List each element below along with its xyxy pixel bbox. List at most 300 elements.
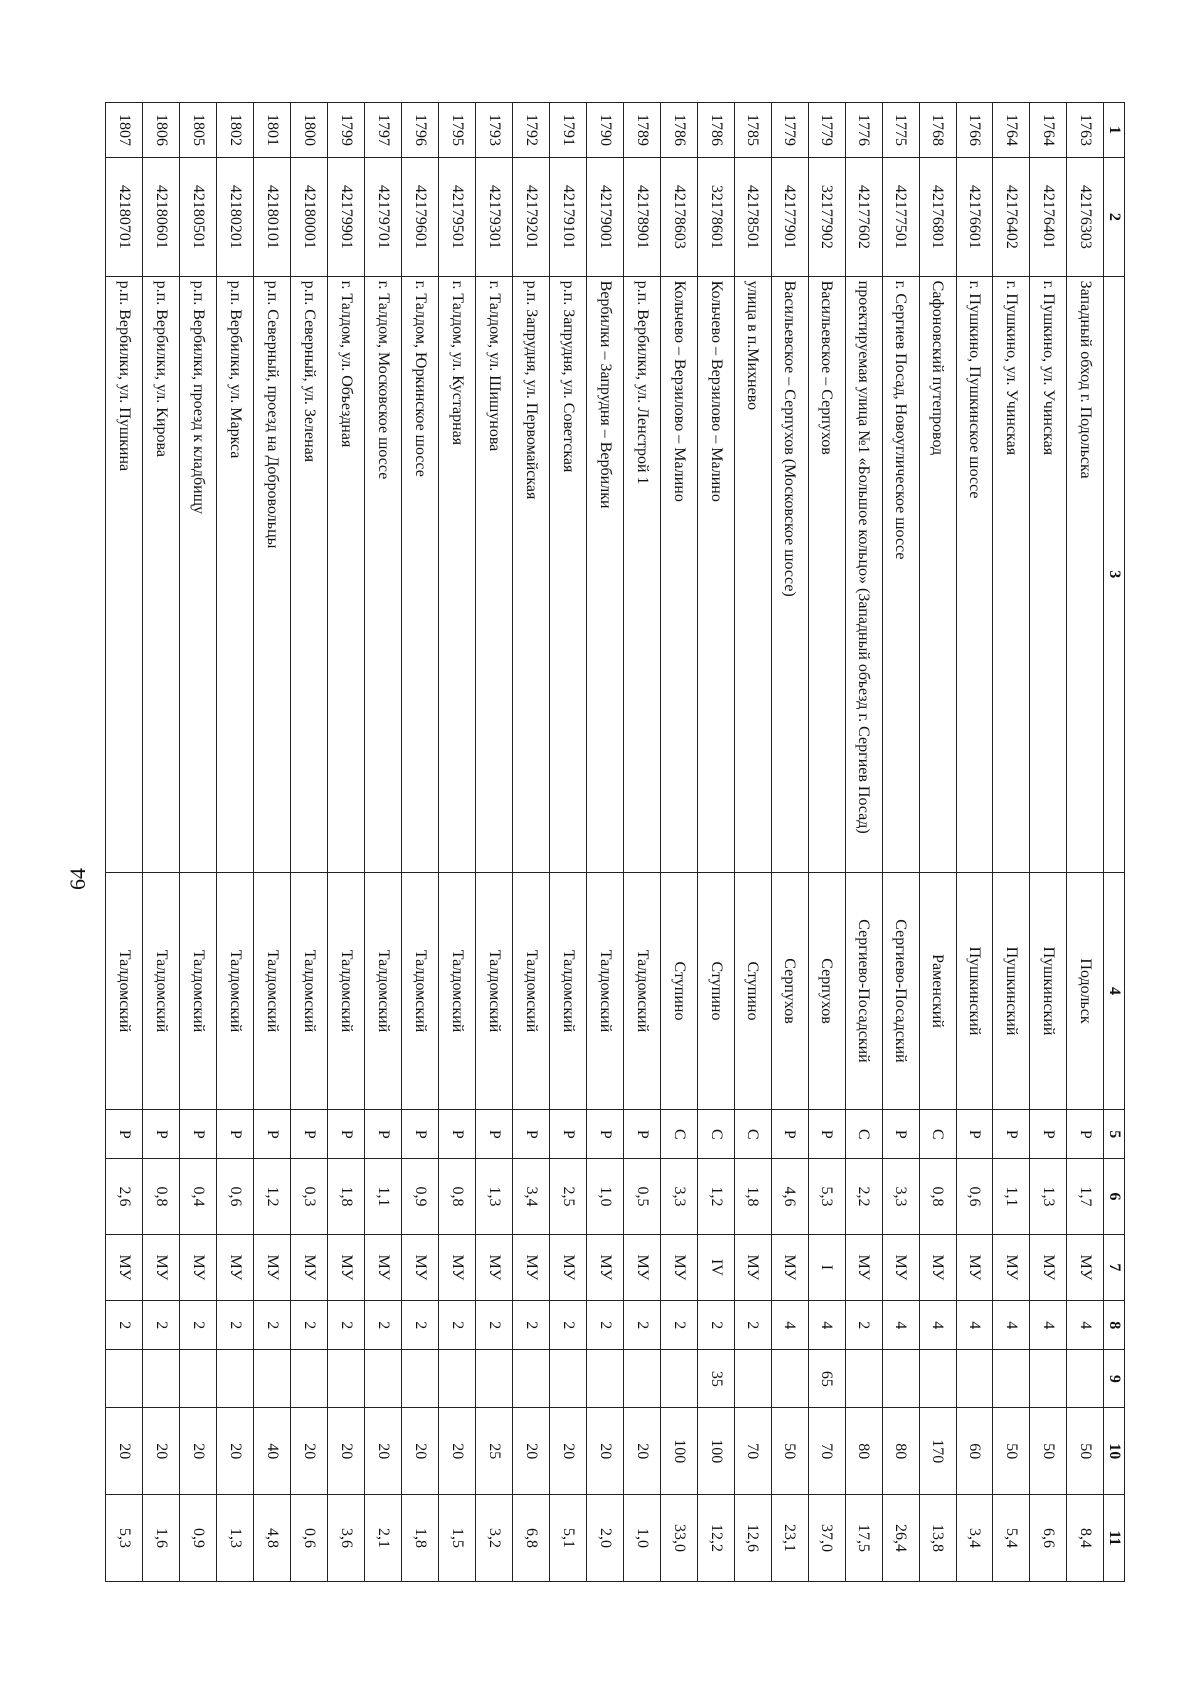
table-cell: Талдомский bbox=[180, 872, 217, 1109]
table-cell: р.п. Вербилки, ул. Маркса bbox=[217, 276, 254, 872]
table-cell: МУ bbox=[586, 1234, 623, 1301]
table-cell: р.п. Запрудня, ул. Советская bbox=[549, 276, 586, 872]
table-cell: 2 bbox=[106, 1301, 143, 1350]
table-cell: 50 bbox=[771, 1408, 808, 1495]
table-cell: Р bbox=[217, 1110, 254, 1159]
table-cell: Пушкинский bbox=[956, 872, 993, 1109]
table-cell bbox=[882, 1350, 919, 1408]
table-cell: Кольчево – Верзилово – Малино bbox=[697, 276, 734, 872]
table-cell bbox=[549, 1350, 586, 1408]
table-cell: 2 bbox=[328, 1301, 365, 1350]
table-cell: 50 bbox=[1030, 1408, 1067, 1495]
table-cell: р.п. Северный, ул. Зеленая bbox=[291, 276, 328, 872]
table-cell: МУ bbox=[919, 1234, 956, 1301]
table-cell: 42177501 bbox=[882, 157, 919, 276]
table-cell: Р bbox=[882, 1110, 919, 1159]
table-cell: Р bbox=[1030, 1110, 1067, 1159]
table-cell: 42179201 bbox=[512, 157, 549, 276]
table-cell: 1,0 bbox=[623, 1495, 660, 1582]
table-cell: Подольск bbox=[1067, 872, 1104, 1109]
table-cell: МУ bbox=[623, 1234, 660, 1301]
table-cell: 20 bbox=[623, 1408, 660, 1495]
table-cell bbox=[475, 1350, 512, 1408]
table-cell: Талдомский bbox=[254, 872, 291, 1109]
table-cell: Вербилки – Запрудня – Вербилки bbox=[586, 276, 623, 872]
table-cell: 1786 bbox=[660, 103, 697, 158]
table-cell: 42180601 bbox=[143, 157, 180, 276]
table-cell: 4 bbox=[808, 1301, 845, 1350]
table-cell: 1,3 bbox=[1030, 1159, 1067, 1234]
table-cell: 5,3 bbox=[808, 1159, 845, 1234]
table-cell: 4 bbox=[993, 1301, 1030, 1350]
table-cell bbox=[845, 1350, 882, 1408]
table-cell: МУ bbox=[1067, 1234, 1104, 1301]
table-cell: р.п. Вербилки, ул. Кирова bbox=[143, 276, 180, 872]
table-cell: МУ bbox=[365, 1234, 402, 1301]
table-cell: 42176801 bbox=[919, 157, 956, 276]
page-number: 64 bbox=[65, 868, 90, 890]
table-row bbox=[771, 103, 808, 1582]
table-cell: 2,0 bbox=[586, 1495, 623, 1582]
table-cell: Р bbox=[623, 1110, 660, 1159]
table-row bbox=[365, 103, 402, 1582]
table-cell: 2,1 bbox=[365, 1495, 402, 1582]
table-cell: 100 bbox=[660, 1408, 697, 1495]
table-cell bbox=[771, 1350, 808, 1408]
table-cell bbox=[365, 1350, 402, 1408]
table-cell: 42178501 bbox=[734, 157, 771, 276]
table-cell: 4,6 bbox=[771, 1159, 808, 1234]
table-cell: 2,5 bbox=[549, 1159, 586, 1234]
table-cell bbox=[623, 1350, 660, 1408]
table-cell: 42179701 bbox=[365, 157, 402, 276]
table-cell: 26,4 bbox=[882, 1495, 919, 1582]
table-cell: улица в п.Михнево bbox=[734, 276, 771, 872]
table-cell: 35 bbox=[697, 1350, 734, 1408]
table-cell: 1789 bbox=[623, 103, 660, 158]
table-cell: г. Талдом, ул. Объездная bbox=[328, 276, 365, 872]
table-cell: 0,6 bbox=[956, 1159, 993, 1234]
table-cell: 1806 bbox=[143, 103, 180, 158]
table-cell: 42176402 bbox=[993, 157, 1030, 276]
table-cell: Талдомский bbox=[365, 872, 402, 1109]
table-cell: 40 bbox=[254, 1408, 291, 1495]
table-cell: Талдомский bbox=[328, 872, 365, 1109]
table-cell: 1,6 bbox=[143, 1495, 180, 1582]
table-cell: 33,0 bbox=[660, 1495, 697, 1582]
table-cell: 42180001 bbox=[291, 157, 328, 276]
table-cell: Р bbox=[586, 1110, 623, 1159]
table-cell: г. Сергиев Посад, Новоуглическое шоссе bbox=[882, 276, 919, 872]
table-cell bbox=[993, 1350, 1030, 1408]
table-cell: Р bbox=[993, 1110, 1030, 1159]
table-cell: г. Пушкино, ул. Учинская bbox=[1030, 276, 1067, 872]
table-cell: 0,6 bbox=[291, 1495, 328, 1582]
table-cell: 20 bbox=[586, 1408, 623, 1495]
table-cell: 1775 bbox=[882, 103, 919, 158]
table-cell: 0,4 bbox=[180, 1159, 217, 1234]
table-cell: 1,8 bbox=[734, 1159, 771, 1234]
table-cell: IV bbox=[697, 1234, 734, 1301]
table-cell: Серпухов bbox=[808, 872, 845, 1109]
table-cell bbox=[956, 1350, 993, 1408]
table-cell: МУ bbox=[512, 1234, 549, 1301]
table-cell: Р bbox=[808, 1110, 845, 1159]
table-cell bbox=[919, 1350, 956, 1408]
table-cell: Западный обход г. Подольска bbox=[1067, 276, 1104, 872]
table-row bbox=[845, 103, 882, 1582]
table-row bbox=[956, 103, 993, 1582]
table-cell: МУ bbox=[254, 1234, 291, 1301]
table-cell: 2 bbox=[217, 1301, 254, 1350]
table-cell: Талдомский bbox=[143, 872, 180, 1109]
column-header: 8 bbox=[1104, 1301, 1125, 1350]
table-cell: 2 bbox=[438, 1301, 475, 1350]
table-cell bbox=[586, 1350, 623, 1408]
table-cell bbox=[1067, 1350, 1104, 1408]
table-row bbox=[143, 103, 180, 1582]
table-cell: 1,8 bbox=[402, 1495, 439, 1582]
table-cell: 1805 bbox=[180, 103, 217, 158]
table-cell: С bbox=[734, 1110, 771, 1159]
table-row bbox=[475, 103, 512, 1582]
table-row bbox=[1067, 103, 1104, 1582]
table-cell: 1763 bbox=[1067, 103, 1104, 158]
table-cell: Сергиево-Посадский bbox=[845, 872, 882, 1109]
table-cell: Р bbox=[512, 1110, 549, 1159]
table-row bbox=[919, 103, 956, 1582]
table-cell: 2 bbox=[180, 1301, 217, 1350]
table-cell: 6,8 bbox=[512, 1495, 549, 1582]
table-cell: 2 bbox=[291, 1301, 328, 1350]
table-cell: 42177901 bbox=[771, 157, 808, 276]
table-cell: Талдомский bbox=[512, 872, 549, 1109]
table-cell: Р bbox=[438, 1110, 475, 1159]
table-cell: 2,2 bbox=[845, 1159, 882, 1234]
table-cell: МУ bbox=[845, 1234, 882, 1301]
table-row bbox=[291, 103, 328, 1582]
table-cell: Р bbox=[402, 1110, 439, 1159]
table-cell: 42180701 bbox=[106, 157, 143, 276]
table-cell: 20 bbox=[438, 1408, 475, 1495]
table-cell: 20 bbox=[402, 1408, 439, 1495]
table-cell: 1790 bbox=[586, 103, 623, 158]
table-cell: 1768 bbox=[919, 103, 956, 158]
table-cell bbox=[180, 1350, 217, 1408]
table-cell: 42177602 bbox=[845, 157, 882, 276]
table-cell: 1,2 bbox=[697, 1159, 734, 1234]
table-cell: г. Талдом, ул. Шишунова bbox=[475, 276, 512, 872]
table-cell: 37,0 bbox=[808, 1495, 845, 1582]
table-row bbox=[586, 103, 623, 1582]
table-cell: 1786 bbox=[697, 103, 734, 158]
table-cell bbox=[402, 1350, 439, 1408]
table-cell: 42180101 bbox=[254, 157, 291, 276]
table-cell: С bbox=[919, 1110, 956, 1159]
table-cell: Ступино bbox=[734, 872, 771, 1109]
table-cell: Пушкинский bbox=[1030, 872, 1067, 1109]
table-cell: 80 bbox=[845, 1408, 882, 1495]
table-cell bbox=[291, 1350, 328, 1408]
table-cell: 1802 bbox=[217, 103, 254, 158]
table-cell: 2 bbox=[660, 1301, 697, 1350]
table-cell: 1764 bbox=[1030, 103, 1067, 158]
table-cell: Р bbox=[771, 1110, 808, 1159]
table-cell: 32178601 bbox=[697, 157, 734, 276]
table-cell: Р bbox=[365, 1110, 402, 1159]
table-cell: 1792 bbox=[512, 103, 549, 158]
table-cell: 4 bbox=[956, 1301, 993, 1350]
table-cell: 1776 bbox=[845, 103, 882, 158]
table-cell bbox=[512, 1350, 549, 1408]
table-cell: Кольчево – Верзилово – Малино bbox=[660, 276, 697, 872]
table-cell: Васильевское – Серпухов (Московское шоссе) bbox=[771, 276, 808, 872]
table-cell bbox=[217, 1350, 254, 1408]
table-cell: 1,8 bbox=[328, 1159, 365, 1234]
table-cell: 3,4 bbox=[956, 1495, 993, 1582]
table-cell: МУ bbox=[993, 1234, 1030, 1301]
table-cell: 42178901 bbox=[623, 157, 660, 276]
table-cell: 80 bbox=[882, 1408, 919, 1495]
table-cell: Р bbox=[475, 1110, 512, 1159]
table-row bbox=[106, 103, 143, 1582]
table-cell: 0,9 bbox=[180, 1495, 217, 1582]
table-cell: 1764 bbox=[993, 103, 1030, 158]
table-cell: 42179301 bbox=[475, 157, 512, 276]
table-row bbox=[512, 103, 549, 1582]
table-cell: 20 bbox=[217, 1408, 254, 1495]
table-cell: Сафоновский путепровод bbox=[919, 276, 956, 872]
table-cell: I bbox=[808, 1234, 845, 1301]
table-row bbox=[623, 103, 660, 1582]
column-header: 4 bbox=[1104, 872, 1125, 1109]
table-cell: г. Талдом, Юркинское шоссе bbox=[402, 276, 439, 872]
table-cell: 1,1 bbox=[365, 1159, 402, 1234]
table-row bbox=[882, 103, 919, 1582]
table-cell: 4 bbox=[919, 1301, 956, 1350]
table-cell: 2 bbox=[623, 1301, 660, 1350]
table-cell: проектируемая улица №1 «Большое кольцо» (Западный объезд г. Сергиев Посад) bbox=[845, 276, 882, 872]
table-cell: 1,0 bbox=[586, 1159, 623, 1234]
table-cell: Сергиево-Посадский bbox=[882, 872, 919, 1109]
table-cell: МУ bbox=[402, 1234, 439, 1301]
table-cell: МУ bbox=[771, 1234, 808, 1301]
column-header: 2 bbox=[1104, 157, 1125, 276]
table-row bbox=[402, 103, 439, 1582]
table-row bbox=[328, 103, 365, 1582]
table-cell: 0,8 bbox=[143, 1159, 180, 1234]
table-cell: Серпухов bbox=[771, 872, 808, 1109]
table-cell: С bbox=[845, 1110, 882, 1159]
table-cell: 1779 bbox=[808, 103, 845, 158]
table-cell: 12,6 bbox=[734, 1495, 771, 1582]
table-cell: МУ bbox=[143, 1234, 180, 1301]
table-cell: Талдомский bbox=[438, 872, 475, 1109]
table-cell: МУ bbox=[180, 1234, 217, 1301]
table-cell: Талдомский bbox=[106, 872, 143, 1109]
road-table bbox=[105, 102, 1125, 1582]
road-table-wrapper bbox=[105, 102, 1125, 1582]
table-cell: 0,8 bbox=[919, 1159, 956, 1234]
table-cell: Талдомский bbox=[402, 872, 439, 1109]
table-cell: 1800 bbox=[291, 103, 328, 158]
table-cell: Ступино bbox=[697, 872, 734, 1109]
table-cell: 1807 bbox=[106, 103, 143, 158]
table-cell bbox=[1030, 1350, 1067, 1408]
table-cell: 42179001 bbox=[586, 157, 623, 276]
table-cell: 1,7 bbox=[1067, 1159, 1104, 1234]
table-cell: МУ bbox=[106, 1234, 143, 1301]
column-header: 11 bbox=[1104, 1495, 1125, 1582]
table-cell: Р bbox=[956, 1110, 993, 1159]
table-cell: 5,4 bbox=[993, 1495, 1030, 1582]
column-header: 1 bbox=[1104, 103, 1125, 158]
table-row bbox=[1030, 103, 1067, 1582]
table-cell: 0,5 bbox=[623, 1159, 660, 1234]
table-cell: 2 bbox=[549, 1301, 586, 1350]
table-cell: 17,5 bbox=[845, 1495, 882, 1582]
table-cell: Р bbox=[1067, 1110, 1104, 1159]
table-cell: 0,9 bbox=[402, 1159, 439, 1234]
table-cell: 42178603 bbox=[660, 157, 697, 276]
table-cell: 20 bbox=[106, 1408, 143, 1495]
table-cell: 20 bbox=[549, 1408, 586, 1495]
table-cell: МУ bbox=[217, 1234, 254, 1301]
table-cell: 2 bbox=[402, 1301, 439, 1350]
column-header: 10 bbox=[1104, 1408, 1125, 1495]
table-cell: 2 bbox=[734, 1301, 771, 1350]
table-cell: р.п. Вербилки, ул. Пушкина bbox=[106, 276, 143, 872]
table-cell: Талдомский bbox=[217, 872, 254, 1109]
table-cell: Р bbox=[180, 1110, 217, 1159]
table-cell: МУ bbox=[734, 1234, 771, 1301]
column-header: 9 bbox=[1104, 1350, 1125, 1408]
table-row bbox=[734, 103, 771, 1582]
table-cell: 0,3 bbox=[291, 1159, 328, 1234]
table-cell bbox=[660, 1350, 697, 1408]
table-cell: 1,2 bbox=[254, 1159, 291, 1234]
table-cell: Р bbox=[106, 1110, 143, 1159]
table-cell: р.п. Вербилки, ул. Ленстрой 1 bbox=[623, 276, 660, 872]
table-cell: 50 bbox=[993, 1408, 1030, 1495]
table-cell: г. Талдом, Московское шоссе bbox=[365, 276, 402, 872]
table-cell: МУ bbox=[956, 1234, 993, 1301]
table-cell: 0,8 bbox=[438, 1159, 475, 1234]
table-cell: 2 bbox=[143, 1301, 180, 1350]
table-cell: МУ bbox=[438, 1234, 475, 1301]
table-cell: 1,1 bbox=[993, 1159, 1030, 1234]
table-cell: 1793 bbox=[475, 103, 512, 158]
table-cell: МУ bbox=[475, 1234, 512, 1301]
table-cell: МУ bbox=[882, 1234, 919, 1301]
table-cell: 4 bbox=[1067, 1301, 1104, 1350]
table-cell: 3,3 bbox=[882, 1159, 919, 1234]
table-cell: Р bbox=[328, 1110, 365, 1159]
table-cell: 2 bbox=[512, 1301, 549, 1350]
table-cell: 3,4 bbox=[512, 1159, 549, 1234]
table-cell bbox=[143, 1350, 180, 1408]
table-cell bbox=[328, 1350, 365, 1408]
table-cell: 2 bbox=[254, 1301, 291, 1350]
table-cell: 42179501 bbox=[438, 157, 475, 276]
table-cell: 65 bbox=[808, 1350, 845, 1408]
table-cell: р.п. Вербилки, проезд к кладбищу bbox=[180, 276, 217, 872]
table-cell: 2 bbox=[365, 1301, 402, 1350]
table-cell: 3,3 bbox=[660, 1159, 697, 1234]
table-cell: 3,6 bbox=[328, 1495, 365, 1582]
table-cell: 12,2 bbox=[697, 1495, 734, 1582]
table-cell: Ступино bbox=[660, 872, 697, 1109]
column-header: 5 bbox=[1104, 1110, 1125, 1159]
column-header: 3 bbox=[1104, 276, 1125, 872]
table-cell: 1766 bbox=[956, 103, 993, 158]
table-cell: 6,6 bbox=[1030, 1495, 1067, 1582]
table-cell bbox=[254, 1350, 291, 1408]
table-row bbox=[438, 103, 475, 1582]
table-cell: Талдомский bbox=[586, 872, 623, 1109]
table-cell: 1779 bbox=[771, 103, 808, 158]
table-cell: МУ bbox=[549, 1234, 586, 1301]
table-cell: Р bbox=[291, 1110, 328, 1159]
table-cell: 42176601 bbox=[956, 157, 993, 276]
table-cell: 42176303 bbox=[1067, 157, 1104, 276]
table-cell: 42176401 bbox=[1030, 157, 1067, 276]
table-cell: р.п. Северный, проезд на Добровольцы bbox=[254, 276, 291, 872]
table-row bbox=[180, 103, 217, 1582]
table-cell: 20 bbox=[143, 1408, 180, 1495]
table-cell: 42180501 bbox=[180, 157, 217, 276]
table-cell: Раменский bbox=[919, 872, 956, 1109]
table-cell: 1795 bbox=[438, 103, 475, 158]
table-cell: 32177902 bbox=[808, 157, 845, 276]
table-cell: Р bbox=[143, 1110, 180, 1159]
table-cell: 42179901 bbox=[328, 157, 365, 276]
table-cell: С bbox=[660, 1110, 697, 1159]
table-cell: Пушкинский bbox=[993, 872, 1030, 1109]
table-cell: 60 bbox=[956, 1408, 993, 1495]
table-cell: 1791 bbox=[549, 103, 586, 158]
table-cell: 1801 bbox=[254, 103, 291, 158]
column-header: 7 bbox=[1104, 1234, 1125, 1301]
table-cell: 4,8 bbox=[254, 1495, 291, 1582]
table-cell: 2 bbox=[697, 1301, 734, 1350]
table-cell: 20 bbox=[328, 1408, 365, 1495]
table-body bbox=[106, 103, 1104, 1582]
table-cell: С bbox=[697, 1110, 734, 1159]
table-cell bbox=[106, 1350, 143, 1408]
table-cell: 5,3 bbox=[106, 1495, 143, 1582]
table-cell: 2 bbox=[475, 1301, 512, 1350]
table-cell: Васильевское – Серпухов bbox=[808, 276, 845, 872]
table-cell: р.п. Запрудня, ул. Первомайская bbox=[512, 276, 549, 872]
table-cell: 8,4 bbox=[1067, 1495, 1104, 1582]
table-cell: 1,5 bbox=[438, 1495, 475, 1582]
table-cell: г. Пушкино, Пушкинское шоссе bbox=[956, 276, 993, 872]
table-row bbox=[808, 103, 845, 1582]
table-cell: 1797 bbox=[365, 103, 402, 158]
table-cell: 3,2 bbox=[475, 1495, 512, 1582]
table-cell: 20 bbox=[512, 1408, 549, 1495]
table-cell: 50 bbox=[1067, 1408, 1104, 1495]
table-cell: Талдомский bbox=[475, 872, 512, 1109]
table-cell: 20 bbox=[180, 1408, 217, 1495]
table-cell: 25 bbox=[475, 1408, 512, 1495]
table-row bbox=[254, 103, 291, 1582]
table-cell: МУ bbox=[660, 1234, 697, 1301]
table-cell bbox=[438, 1350, 475, 1408]
table-cell: 100 bbox=[697, 1408, 734, 1495]
table-cell: 0,6 bbox=[217, 1159, 254, 1234]
